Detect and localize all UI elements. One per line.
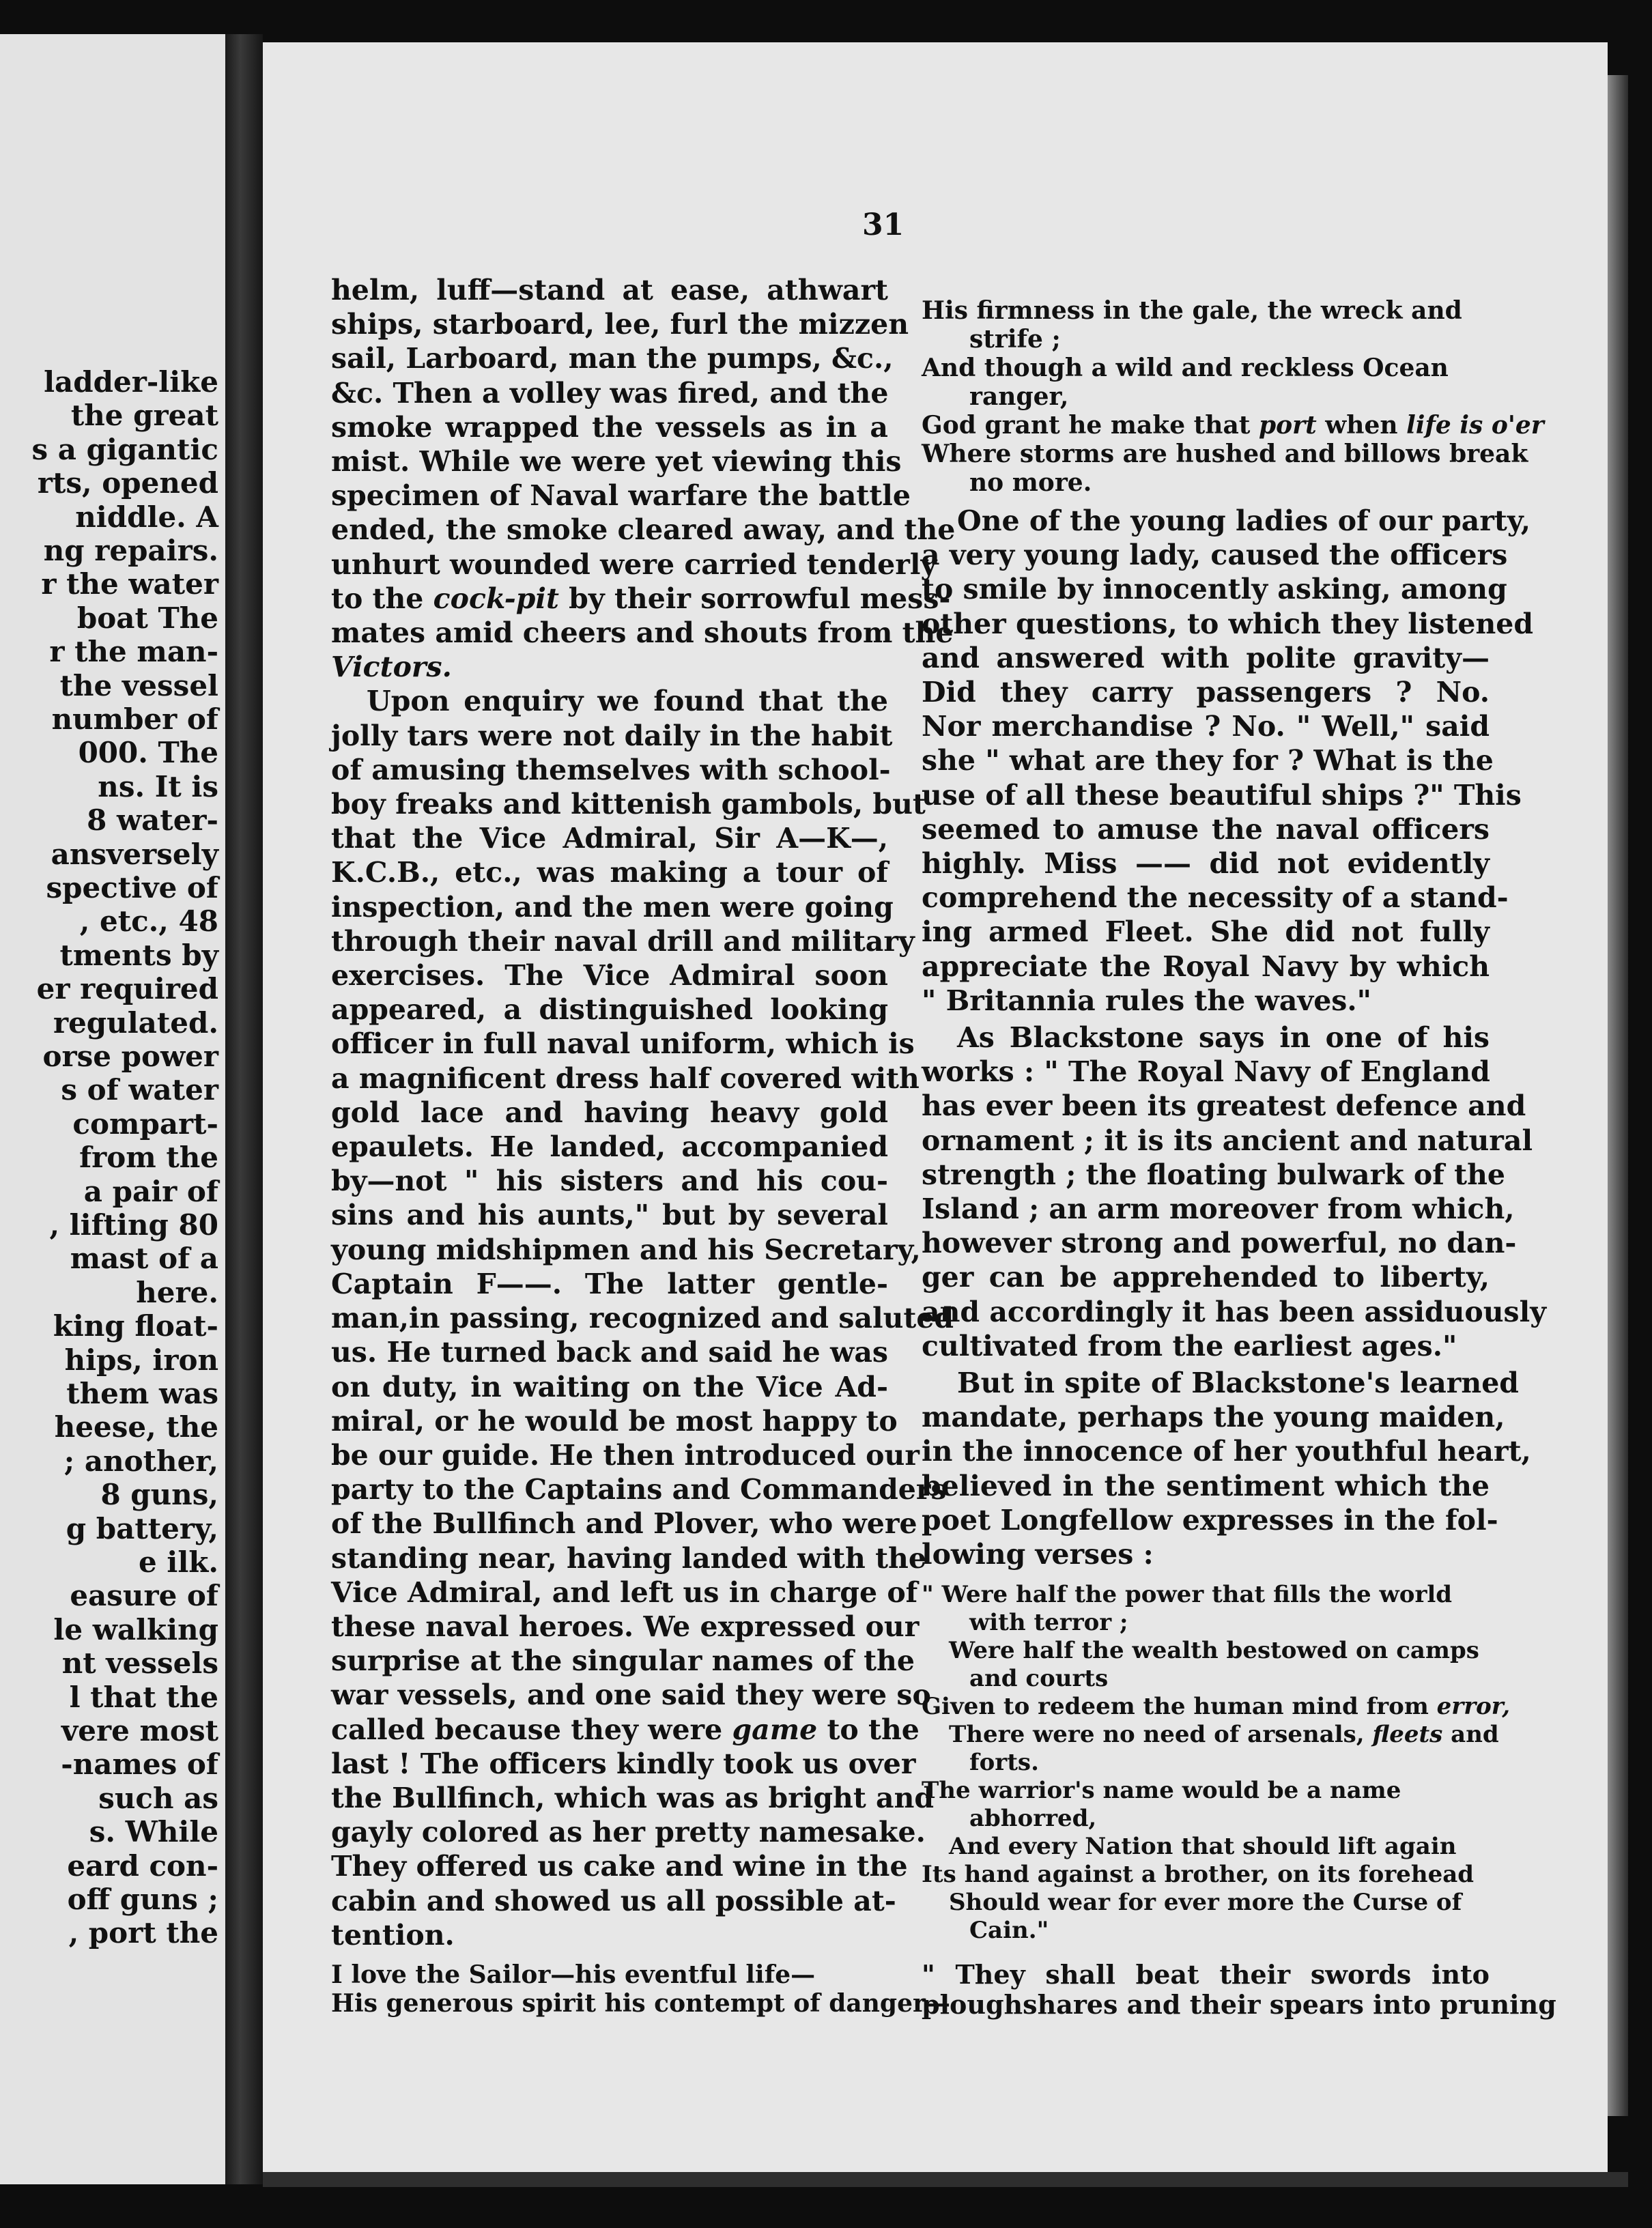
text-line: comprehend the necessity of a stand-: [922, 881, 1509, 915]
left-page-line: , etc., 48: [79, 904, 218, 939]
text-line: Victors.: [331, 651, 452, 684]
text-line: helm, luff—stand at ease, athwart: [331, 274, 888, 306]
main-page: [263, 42, 1608, 2172]
text-line: through their naval drill and military: [331, 924, 915, 958]
text-line: miral, or he would be most happy to: [331, 1404, 898, 1438]
text-line: officer in full naval uniform, which is: [331, 1027, 915, 1061]
verse-sailor: [331, 1960, 950, 2018]
left-page-line: 000. The: [78, 736, 218, 770]
text-line: to the cock-pit by their sorrowful mess-: [331, 582, 951, 615]
left-page-line: le walking: [53, 1612, 218, 1646]
left-page-line: mast of a: [70, 1242, 218, 1276]
left-page-line: ng repairs.: [43, 534, 218, 567]
verse-firmness: [922, 296, 1544, 497]
text-line: cultivated from the earliest ages.": [922, 1329, 1457, 1362]
text-line: that the Vice Admiral, Sir A—K—,: [331, 822, 888, 855]
text-line: &c. Then a volley was fired, and the: [331, 376, 889, 410]
text-line: us. He turned back and said he was: [331, 1336, 888, 1369]
text-line: As Blackstone says in one of his: [957, 1021, 1490, 1055]
text-line: by—not " his sisters and his cou-: [331, 1165, 888, 1198]
verse-line: " Were half the power that fills the world: [922, 1581, 1453, 1609]
text-line: mates amid cheers and shouts from the: [331, 616, 954, 650]
text-line: called because they were game to the: [331, 1713, 920, 1746]
text-line: cabin and showed us all possible at-: [331, 1884, 896, 1917]
verse-line: ranger,: [969, 382, 1069, 411]
text-line: K.C.B., etc., was making a tour of: [331, 856, 888, 889]
text-line: the Bullfinch, which was as bright and: [331, 1781, 935, 1814]
text-line: other questions, to which they listened: [922, 607, 1534, 640]
text-line: " Britannia rules the waves.": [922, 984, 1372, 1017]
left-page-line: the vessel: [59, 668, 218, 702]
text-line: sail, Larboard, man the pumps, &c.,: [331, 342, 894, 375]
left-page-line: vere most: [61, 1714, 218, 1747]
text-line: highly. Miss —— did not evidently: [922, 847, 1490, 881]
left-page-line: l that the: [69, 1680, 218, 1714]
text-line: They offered us cake and wine in the: [331, 1850, 908, 1883]
verse-line: God grant he make that port when life is o'er: [922, 411, 1544, 440]
verse-line: no more.: [969, 468, 1092, 497]
left-page-line: regulated.: [53, 1005, 218, 1040]
left-page-line: er required: [36, 972, 218, 1006]
text-line: tention.: [331, 1918, 455, 1952]
verse-line: Its hand against a brother, on its forehead: [922, 1861, 1475, 1889]
left-page-line: a pair of: [83, 1174, 218, 1208]
left-page-line: rts, opened: [37, 466, 218, 500]
left-page-line: orse power: [42, 1040, 218, 1073]
left-page-line: here.: [136, 1275, 218, 1309]
text-line: a very young lady, caused the officers: [922, 539, 1508, 572]
text-line: ships, starboard, lee, furl the mizzen: [331, 308, 909, 341]
verse-longfellow: [922, 1581, 1511, 1945]
text-line: inspection, and the men were going: [331, 890, 894, 924]
text-line: gold lace and having heavy gold: [331, 1096, 888, 1129]
left-page-fragment: [0, 34, 225, 2184]
closing-quote: [922, 1959, 1556, 2020]
paragraph-blackstone: [922, 1020, 1547, 1363]
left-page-line: them was: [66, 1377, 218, 1410]
left-page-line: 8 water-: [87, 803, 218, 838]
text-line: use of all these beautiful ships ?" This: [922, 778, 1522, 812]
text-line: on duty, in waiting on the Vice Ad-: [331, 1370, 888, 1403]
text-line: surprise at the singular names of the: [331, 1644, 915, 1678]
left-page-line: king float-: [53, 1309, 218, 1343]
text-line: ger can be apprehended to liberty,: [922, 1261, 1490, 1294]
left-page-line: r the water: [41, 567, 218, 601]
left-page-line: 8 guns,: [100, 1478, 218, 1512]
verse-line: Should wear for ever more the Curse of: [949, 1889, 1462, 1917]
verse-line: Where storms are hushed and billows break: [922, 440, 1528, 468]
text-line: appreciate the Royal Navy by which: [922, 949, 1490, 983]
text-line: boy freaks and kittenish gambols, but: [331, 788, 926, 821]
text-line: exercises. The Vice Admiral soon: [331, 959, 888, 992]
left-page-line: ns. It is: [98, 769, 218, 803]
left-page-line: s a gigantic: [31, 432, 218, 466]
left-page-line: , port the: [68, 1916, 218, 1950]
text-line: lowing verses :: [922, 1538, 1154, 1571]
verse-line: And though a wild and reckless Ocean: [922, 354, 1449, 382]
page-edge: [1608, 75, 1628, 2116]
paragraph-longfellow: [922, 1366, 1531, 1571]
text-line: ing armed Fleet. She did not fully: [922, 915, 1490, 949]
left-page-line: r the man-: [49, 635, 218, 669]
text-line: young midshipmen and his Secretary,: [331, 1233, 921, 1266]
left-page-line: off guns ;: [67, 1883, 218, 1916]
text-column-left: [331, 273, 956, 2018]
verse-line: forts.: [969, 1749, 1039, 1777]
left-page-line: such as: [98, 1781, 218, 1815]
verse-line: strife ;: [969, 325, 1061, 354]
left-page-line: easure of: [70, 1579, 218, 1613]
left-page-line: s. While: [89, 1815, 218, 1849]
text-line: party to the Captains and Commanders: [331, 1473, 947, 1506]
verse-line: with terror ;: [969, 1609, 1128, 1637]
text-line: and accordingly it has been assiduously: [922, 1295, 1547, 1328]
verse-line: " They shall beat their swords into: [922, 1959, 1490, 1990]
left-page-line: s of water: [61, 1073, 218, 1107]
verse-line: abhorred,: [969, 1805, 1097, 1833]
text-line: standing near, having landed with the: [331, 1541, 926, 1575]
text-line: ornament ; it is its ancient and natural: [922, 1124, 1533, 1157]
text-column-right: [922, 296, 1556, 2020]
left-page-line: the great: [70, 399, 218, 433]
text-line: mandate, perhaps the young maiden,: [922, 1401, 1505, 1434]
paragraph-young-ladies: [922, 504, 1534, 1018]
text-line: gayly colored as her pretty namesake.: [331, 1816, 926, 1849]
page-shadow: [263, 2172, 1628, 2187]
paragraph-upon-enquiry: [331, 684, 954, 1712]
left-page-line: ladder-like: [44, 365, 218, 399]
left-page-line: nt vessels: [61, 1646, 218, 1681]
text-line: smoke wrapped the vessels as in a: [331, 410, 888, 444]
book-gutter: [225, 34, 263, 2184]
left-page-line: number of: [51, 702, 218, 736]
text-line: and answered with polite gravity—: [922, 641, 1490, 674]
text-line: ended, the smoke cleared away, and the: [331, 513, 956, 547]
text-line: has ever been its greatest defence and: [922, 1089, 1526, 1123]
left-page-line: g battery,: [66, 1511, 218, 1545]
left-page-line: ansversely: [51, 837, 218, 871]
verse-line: Given to redeem the human mind from error,: [922, 1693, 1511, 1721]
text-line: Upon enquiry we found that the: [367, 685, 888, 718]
text-line: works : " The Royal Navy of England: [922, 1055, 1490, 1089]
paragraph-helm: [331, 273, 956, 582]
text-line: she " what are they for ? What is the: [922, 744, 1494, 777]
verse-line: His generous spirit his contempt of danger—: [331, 1988, 950, 2018]
left-page-line: heese, the: [54, 1410, 218, 1444]
left-page-line: eard con-: [67, 1848, 218, 1883]
text-line: man,in passing, recognized and saluted: [331, 1302, 954, 1335]
paragraph-upon-enquiry-cont: [331, 1747, 935, 1952]
text-line: specimen of Naval warfare the battle: [331, 479, 911, 513]
left-page-line: hips, iron: [64, 1343, 218, 1377]
verse-line: There were no need of arsenals, fleets and: [949, 1721, 1499, 1749]
text-line: last ! The officers kindly took us over: [331, 1747, 916, 1780]
verse-line: and courts: [969, 1665, 1109, 1693]
verse-line: And every Nation that should lift again: [949, 1833, 1457, 1861]
left-page-line: boat The: [76, 601, 218, 635]
verse-line: The warrior's name would be a name: [922, 1777, 1401, 1805]
left-page-line: , lifting 80: [49, 1208, 218, 1242]
text-line: Captain F——. The latter gentle-: [331, 1267, 888, 1300]
text-line: be our guide. He then introduced our: [331, 1438, 920, 1472]
text-line: in the innocence of her youthful heart,: [922, 1435, 1531, 1468]
left-page-line: compart-: [72, 1106, 218, 1141]
verse-line: His firmness in the gale, the wreck and: [922, 296, 1462, 325]
text-line: of amusing themselves with school-: [331, 753, 891, 786]
text-line: appeared, a distinguished looking: [331, 993, 888, 1027]
left-page-line: tments by: [59, 938, 218, 972]
left-page-line: e ilk.: [139, 1545, 218, 1579]
text-line: a magnificent dress half covered with: [331, 1061, 920, 1095]
text-line: war vessels, and one said they were so: [331, 1679, 931, 1712]
text-line: One of the young ladies of our party,: [957, 504, 1531, 537]
page-number: 31: [862, 208, 905, 242]
left-page-line: niddle. A: [75, 500, 218, 534]
text-line: seemed to amuse the naval officers: [922, 812, 1490, 846]
text-line: mist. While we were yet viewing this: [331, 445, 902, 479]
text-line: strength ; the floating bulwark of the: [922, 1158, 1505, 1191]
text-line: Nor merchandise ? No. " Well," said: [922, 710, 1490, 743]
text-line: But in spite of Blackstone's learned: [957, 1367, 1519, 1400]
verse-line: Were half the wealth bestowed on camps: [949, 1637, 1479, 1665]
text-line: Vice Admiral, and left us in charge of: [331, 1575, 918, 1609]
left-page-line: -names of: [61, 1747, 218, 1782]
text-line: these naval heroes. We expressed our: [331, 1610, 920, 1643]
verse-line: Cain.": [969, 1917, 1049, 1945]
text-line: epaulets. He landed, accompanied: [331, 1130, 888, 1164]
left-page-line: spective of: [46, 871, 218, 904]
text-line: unhurt wounded were carried tenderly: [331, 547, 937, 581]
text-line: sins and his aunts," but by several: [331, 1199, 888, 1232]
text-line: Island ; an arm moreover from which,: [922, 1192, 1515, 1226]
text-line: jolly tars were not daily in the habit: [331, 719, 893, 752]
text-line: however strong and powerful, no dan-: [922, 1227, 1517, 1260]
left-page-line: from the: [79, 1141, 218, 1175]
verse-line: ploughshares and their spears into pruning: [922, 1989, 1556, 2020]
text-line: believed in the sentiment which the: [922, 1469, 1490, 1502]
text-line: to smile by innocently asking, among: [922, 573, 1507, 606]
left-page-line: ; another,: [63, 1444, 218, 1478]
verse-line: I love the Sailor—his eventful life—: [331, 1960, 816, 1989]
text-line: of the Bullfinch and Plover, who were: [331, 1507, 917, 1541]
text-line: Did they carry passengers ? No.: [922, 676, 1490, 709]
text-line: poet Longfellow expresses in the fol-: [922, 1503, 1498, 1537]
